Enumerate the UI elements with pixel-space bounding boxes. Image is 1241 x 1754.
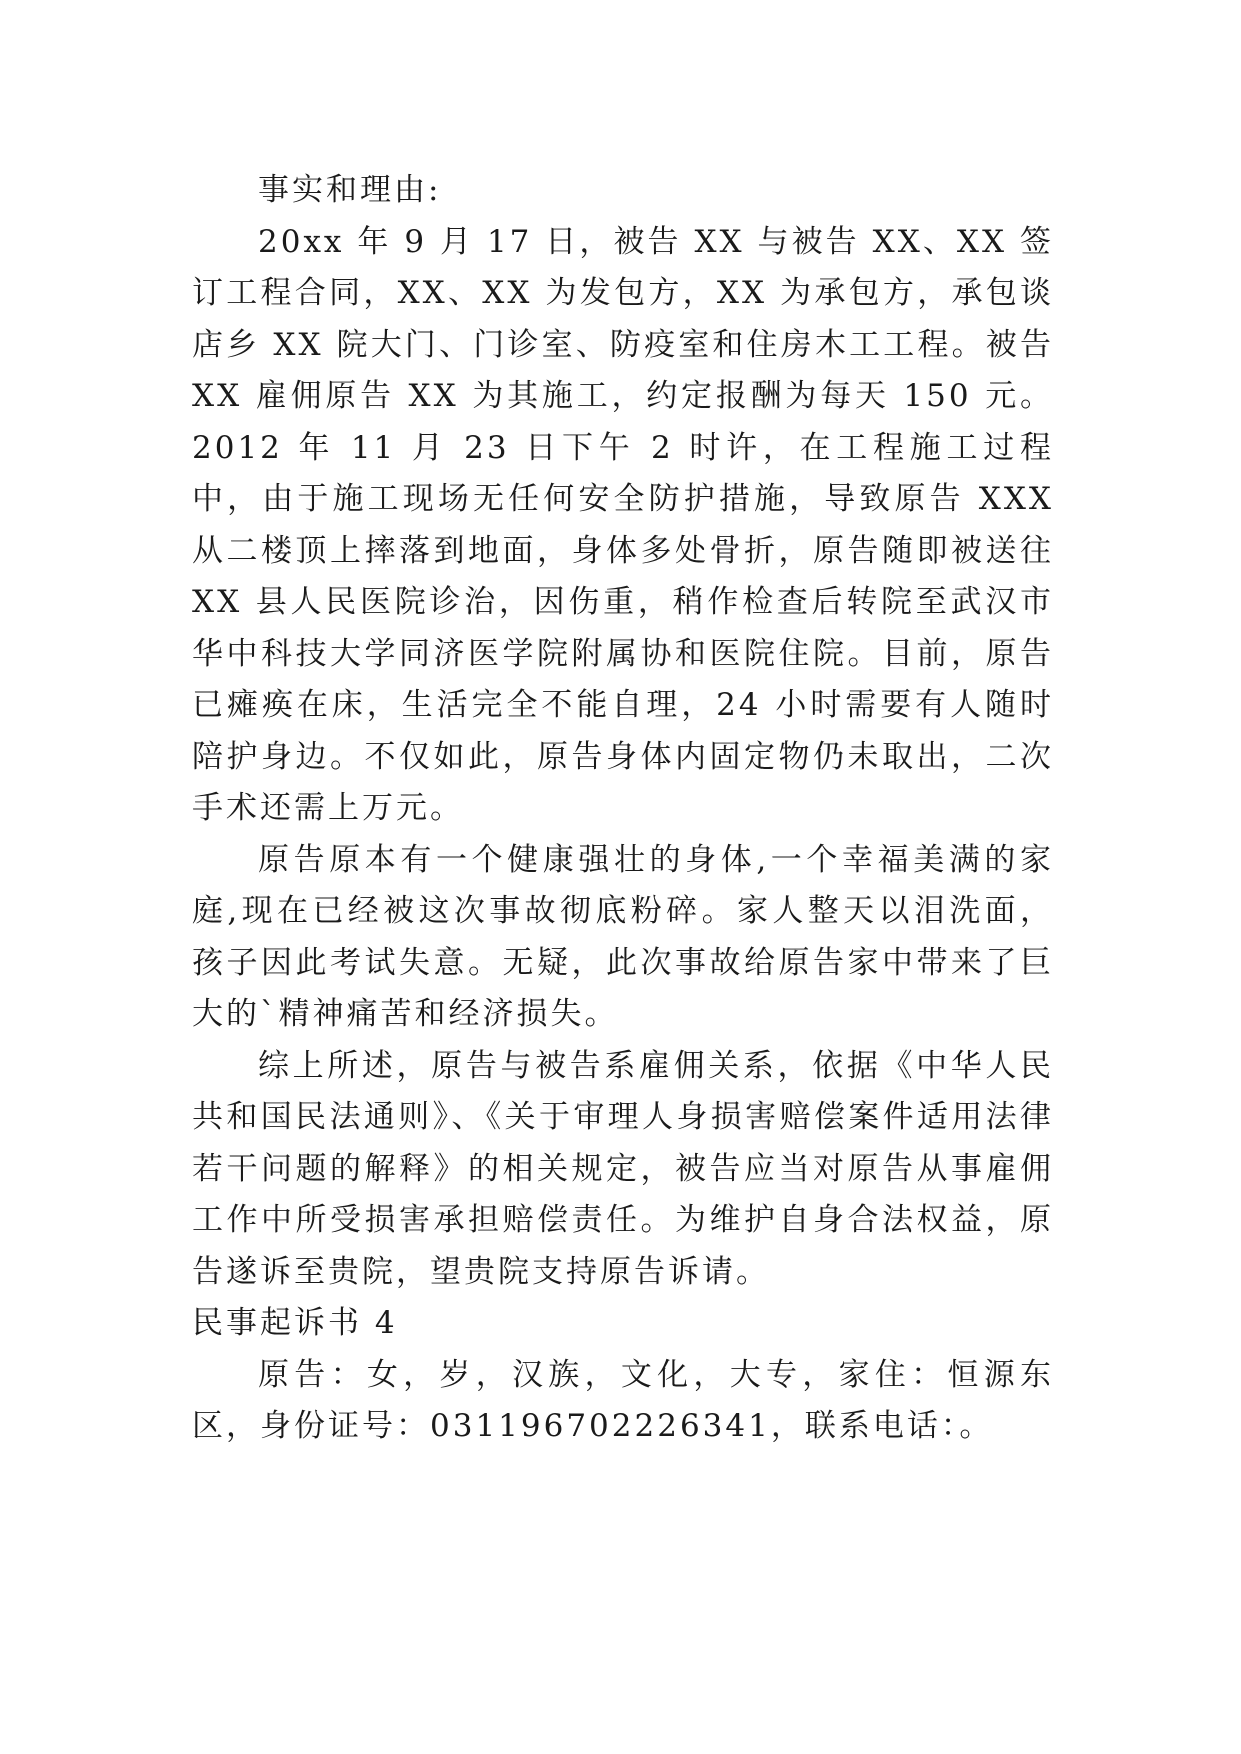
document-body — [192, 165, 1054, 1453]
paragraph-facts: 20xx 年 9 月 17 日，被告 XX 与被告 XX、XX 签订工程合同，XX、XX 为发包方，XX 为承包方，承包谈店乡 XX 院大门、门诊室、防疫室和住房木工工程。被告 XX 雇佣原告 XX 为其施工，约定报酬为每天 150 元。2012 年 11 月 23 日下午 2 时许，在工程施工过程中，由于施工现场无任何安全防护措施，导致原告 XXX 从二楼顶上摔落到地面，身体多处骨折，原告随即被送往 XX 县人民医院诊治，因伤重，稍作检查后转院至武汉市华中科技大学同济医学院附属协和医院住院。目前，原告已瘫痪在床，生活完全不能自理，24 小时需要有人随时陪护身边。不仅如此，原告身体内固定物仍未取出，二次手术还需上万元。 — [192, 223, 1054, 826]
paragraph-plaintiff: 原告：女，岁，汉族，文化，大专，家住：恒源东区，身份证号：031196702226341，联系电话：。 — [192, 1356, 1054, 1444]
document-title: 民事起诉书 4 — [192, 1305, 398, 1341]
paragraph-conclusion: 综上所述，原告与被告系雇佣关系，依据《中华人民共和国民法通则》、《关于审理人身损害赔偿案件适用法律若干问题的解释》的相关规定，被告应当对原告从事雇佣工作中所受损害承担赔偿责任。为维护自身合法权益，原告遂诉至贵院，望贵院支持原告诉请。 — [192, 1047, 1054, 1290]
section-heading: 事实和理由: — [258, 172, 442, 208]
paragraph-damages: 原告原本有一个健康强壮的身体,一个幸福美满的家庭,现在已经被这次事故彻底粉碎。家人整天以泪洗面，孩子因此考试失意。无疑，此次事故给原告家中带来了巨大的`精神痛苦和经济损失。 — [192, 841, 1054, 1032]
